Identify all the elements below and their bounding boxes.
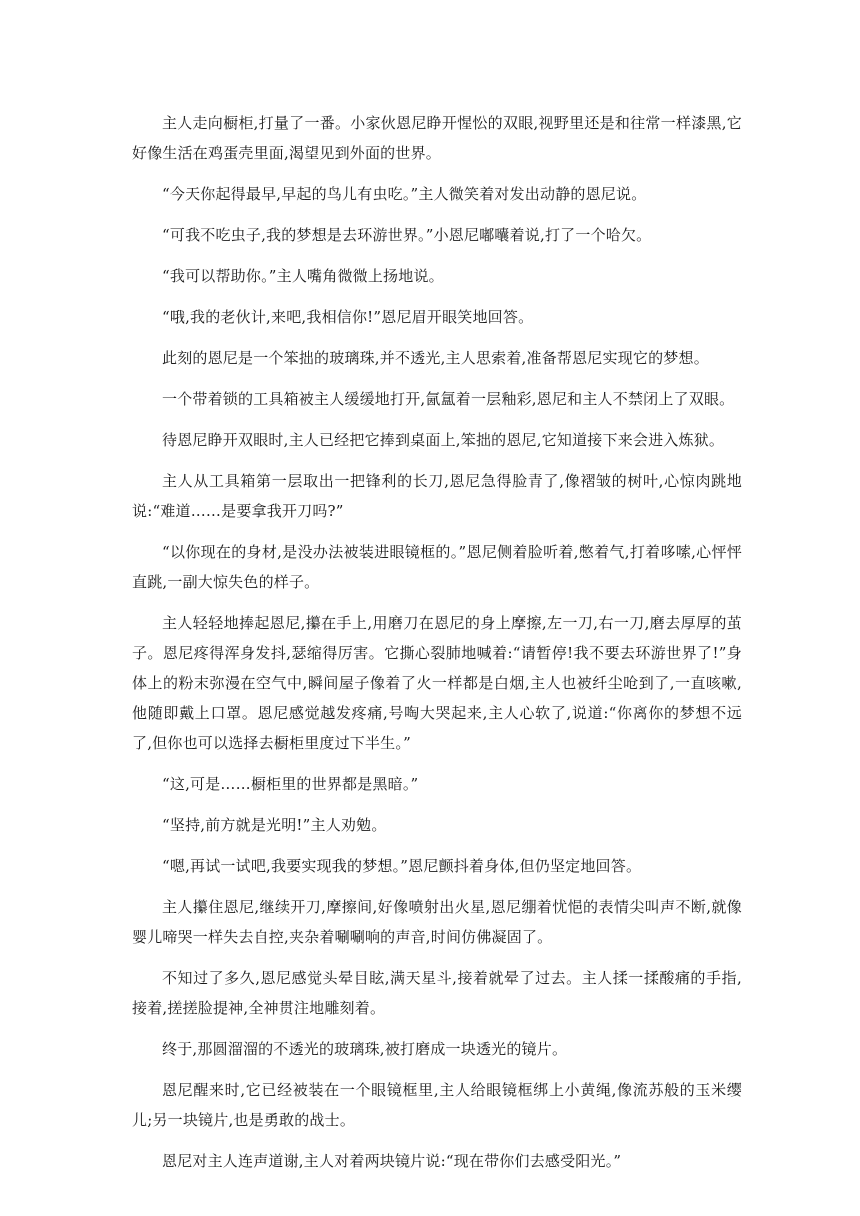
paragraph: 终于,那圆溜溜的不透光的玻璃珠,被打磨成一块透光的镜片。	[162, 1040, 568, 1058]
paragraph: “这,可是……橱柜里的世界都是黑暗。”	[162, 775, 419, 793]
paragraph: “今天你起得最早,早起的鸟儿有虫吃。”主人微笑着对发出动静的恩尼说。	[162, 185, 647, 203]
paragraph: “坚持,前方就是光明!”主人劝勉。	[162, 816, 387, 834]
paragraph: 主人轻轻地捧起恩尼,攥在手上,用磨刀在恩尼的身上摩擦,左一刀,右一刀,磨去厚厚的茧子。恩尼疼得浑身发抖,瑟缩得厉害。它撕心裂肺地喊着:“请暂停!我不要去环游世界了!”身体上的粉末弥漫在空气中,瞬间屋子像着了火一样都是白烟,主人也被纤尘呛到了,一直咳嗽,他随即戴上口罩。恩尼感觉越发疼痛,号啕大哭起来,主人心软了,说道:“你离你的梦想不远了,但你也可以选择去橱柜里度过下半生。”	[132, 614, 742, 752]
paragraph: “哦,我的老伙计,来吧,我相信你!”恩尼眉开眼笑地回答。	[162, 308, 534, 326]
paragraph: 主人攥住恩尼,继续开刀,摩擦间,好像喷射出火星,恩尼绷着忧悒的表情尖叫声不断,就像婴儿啼哭一样失去自控,夹杂着唰唰响的声音,时间仿佛凝固了。	[132, 898, 742, 946]
paragraph: 此刻的恩尼是一个笨拙的玻璃珠,并不透光,主人思索着,准备帮恩尼实现它的梦想。	[162, 349, 709, 367]
paragraph: 恩尼醒来时,它已经被装在一个眼镜框里,主人给眼镜框绑上小黄绳,像流苏般的玉米缨儿;另一块镜片,也是勇敢的战士。	[132, 1081, 742, 1129]
paragraph: 一个带着锁的工具箱被主人缓缓地打开,氤氲着一层釉彩,恩尼和主人不禁闭上了双眼。	[162, 390, 735, 408]
paragraph: “以你现在的身材,是没办法被装进眼镜框的。”恩尼侧着脸听着,憋着气,打着哆嗦,心怦怦直跳,一副大惊失色的样子。	[132, 543, 742, 591]
paragraph: 恩尼对主人连声道谢,主人对着两块镜片说:“现在带你们去感受阳光。”	[162, 1152, 622, 1170]
paragraph: “我可以帮助你。”主人嘴角微微上扬地说。	[162, 267, 444, 285]
paragraph: 不知过了多久,恩尼感觉头晕目眩,满天星斗,接着就晕了过去。主人揉一揉酸痛的手指,接着,搓搓脸提神,全神贯注地雕刻着。	[132, 969, 742, 1017]
paragraph: “嗯,再试一试吧,我要实现我的梦想。”恩尼颤抖着身体,但仍坚定地回答。	[162, 857, 642, 875]
paragraph: 主人走向橱柜,打量了一番。小家伙恩尼睁开惺忪的双眼,视野里还是和往常一样漆黑,它好像生活在鸡蛋壳里面,渴望见到外面的世界。	[132, 114, 742, 162]
paragraph: 待恩尼睁开双眼时,主人已经把它捧到桌面上,笨拙的恩尼,它知道接下来会进入炼狱。	[162, 431, 725, 449]
story-text	[132, 108, 742, 1187]
paragraph: “可我不吃虫子,我的梦想是去环游世界。”小恩尼嘟囔着说,打了一个哈欠。	[162, 226, 652, 244]
paragraph: 主人从工具箱第一层取出一把锋利的长刀,恩尼急得脸青了,像褶皱的树叶,心惊肉跳地说:“难道……是要拿我开刀吗?”	[132, 472, 742, 520]
